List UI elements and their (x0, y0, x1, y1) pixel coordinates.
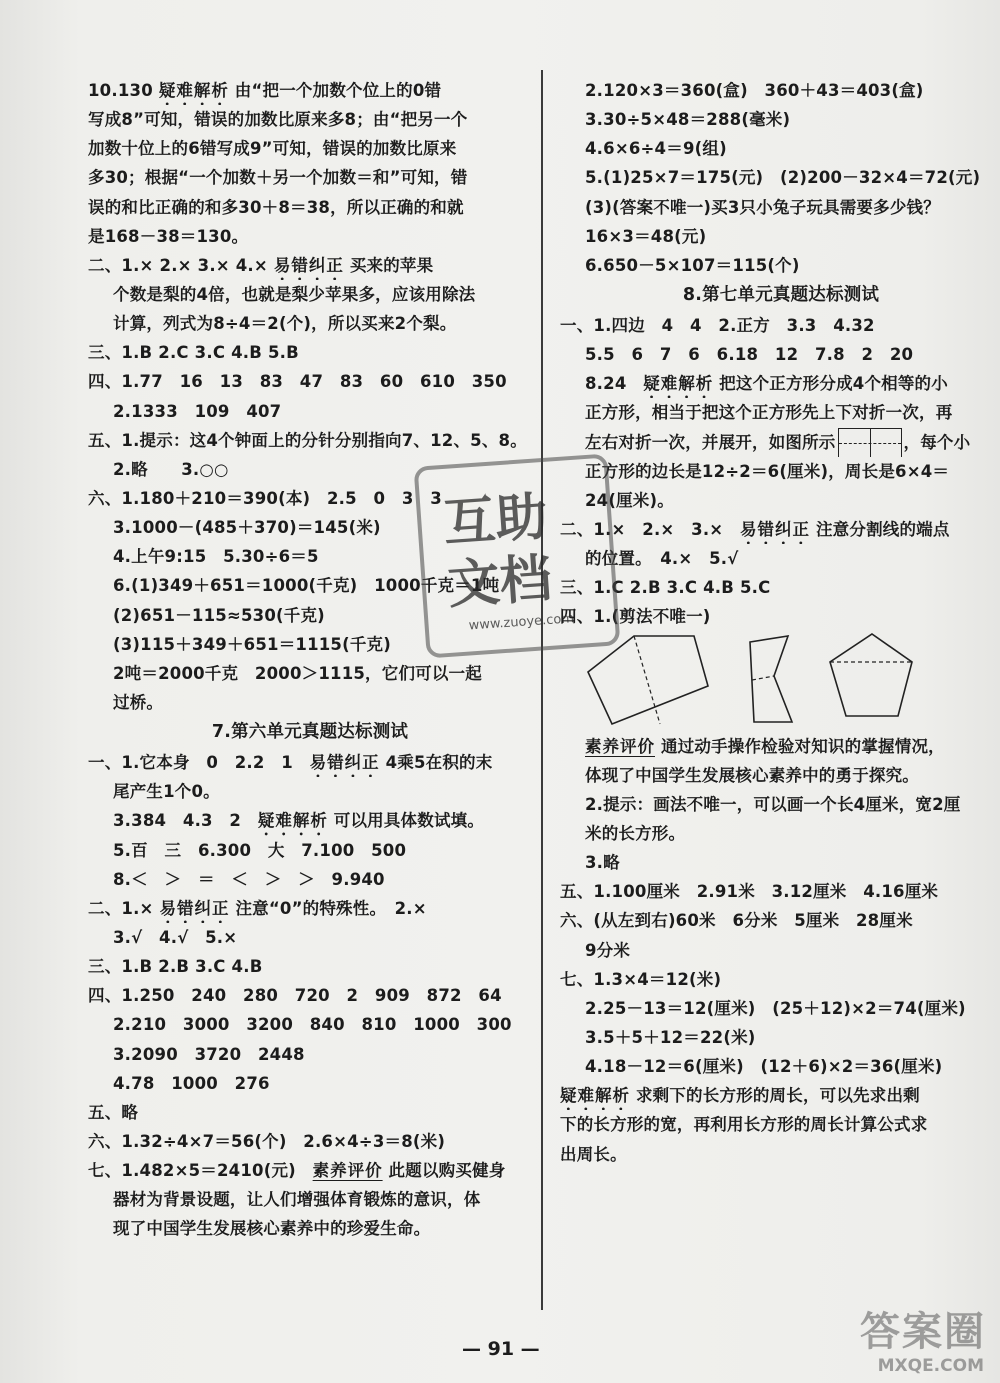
answer-text-rest: 求剩下的长方形的周长，可以先求出剩 (630, 1086, 920, 1106)
answer-line (560, 369, 1000, 398)
answer-line (560, 848, 1000, 877)
answer-text: 4.18－12＝6(厘米) (12＋6)×2＝36(厘米) (585, 1057, 943, 1077)
answer-text: 2吨＝2000千克 2000＞1115，它们可以一起 (113, 663, 482, 683)
answer-line (88, 397, 532, 426)
answer-text: 一、1.它本身 0 2.2 1 (88, 753, 310, 773)
answer-text: 3.略 (585, 853, 620, 873)
answer-text-rest: 注意“0”的特殊性。 2.× (229, 898, 427, 918)
answer-line (88, 76, 532, 105)
answer-text: 五、略 (88, 1102, 139, 1122)
logo-sub: MXQE.COM (877, 1356, 984, 1376)
answer-text: 二、1.× 2.× 3.× (560, 519, 741, 539)
answer-text-rest: 可以用具体数试填。 (327, 811, 485, 831)
answer-line (88, 777, 532, 806)
answer-text-rest: 此题以购买健身 (382, 1161, 506, 1181)
answer-line (88, 1127, 532, 1156)
right-column-top (560, 76, 1000, 632)
keyword-label: 易错纠正 (159, 898, 230, 918)
regular-pentagon-shape (830, 634, 912, 716)
answer-text: (3)115＋349＋651＝1115(千克) (113, 634, 391, 654)
answer-line (88, 836, 532, 865)
answer-text: 10.130 (88, 81, 159, 100)
answer-text: 2.120×3＝360(盒) 360＋43＝403(盒) (585, 81, 924, 100)
answer-line (560, 222, 1000, 251)
answer-line (560, 105, 1000, 134)
cut-shapes-figure (560, 632, 1000, 732)
answer-line (88, 894, 532, 923)
answer-text: 3.√ 4.√ 5.× (113, 927, 238, 947)
keyword-label: 疑难解析 (643, 374, 714, 394)
pentagon-cut-shape (588, 636, 708, 724)
keyword-label: 疑难解析 (257, 811, 328, 831)
answer-text: 的位置。 4.× 5.√ (585, 549, 739, 569)
answer-line (88, 163, 532, 192)
answer-line (560, 163, 1000, 192)
answer-line (560, 790, 1000, 819)
answer-text: 2.略 3.○○ (113, 459, 229, 479)
answer-text-rest: 通过动手操作检验对知识的掌握情况， (655, 736, 945, 756)
keyword-label: 易错纠正 (309, 753, 380, 773)
answer-line (88, 923, 532, 952)
answer-text: 下的长方形的宽，再利用长方形的周长计算公式求 (560, 1115, 928, 1135)
answer-line (88, 367, 532, 396)
folded-square-figure (838, 428, 902, 457)
answer-line (88, 1010, 532, 1039)
section-title: 7.第六单元真题达标测试 (211, 722, 409, 743)
answer-text: 三、1.B 2.C 3.C 4.B 5.B (88, 343, 299, 363)
answer-text: 体现了中国学生发展核心素养中的勇于探究。 (585, 765, 919, 785)
answer-line (88, 1098, 532, 1127)
answer-text: 出周长。 (560, 1144, 627, 1164)
answer-line (560, 1140, 1000, 1169)
answer-text: 3.2090 3720 2448 (113, 1044, 305, 1064)
answer-line (560, 193, 1000, 222)
answer-text: 三、1.B 2.B 3.C 4.B (88, 957, 263, 977)
keyword-label: 疑难解析 (560, 1086, 630, 1106)
logo-main: 答案圈 (860, 1309, 986, 1355)
answer-text: 三、1.C 2.B 3.C 4.B 5.C (560, 578, 771, 598)
answer-text: 8.24 (585, 374, 644, 394)
answer-line (560, 936, 1000, 965)
stamp-line2: 文档 (445, 547, 554, 616)
answer-text: 3.30÷5×48＝288(毫米) (585, 110, 791, 130)
answer-line (560, 76, 1000, 105)
watermark-stamp (414, 453, 621, 658)
answer-line (560, 311, 1000, 340)
notched-shape (750, 636, 792, 722)
answer-line (560, 819, 1000, 848)
answer-text: 二、1.× (88, 898, 160, 918)
answer-line (560, 602, 1000, 631)
answer-text-rest: 买来的苹果 (343, 255, 434, 275)
right-column (560, 76, 1000, 1169)
answer-text: 器材为背景设题，让人们增强体育锻炼的意识，体 (113, 1190, 481, 1210)
keyword-label: 疑难解析 (158, 81, 229, 100)
answer-line (88, 688, 532, 717)
answer-text: (2)651－115≈530(千克) (113, 605, 325, 625)
answer-line (560, 994, 1000, 1023)
answer-text: 5.(1)25×7＝175(元) (2)200－32×4＝72(元) (585, 168, 981, 188)
answer-line (560, 251, 1000, 280)
right-column-bottom (560, 732, 1000, 1169)
answer-line (88, 1185, 532, 1214)
answer-line (560, 906, 1000, 935)
keyword-label: 素养评价 (585, 736, 655, 756)
answer-text: 七、1.3×4＝12(米) (560, 969, 722, 989)
keyword-label: 素养评价 (312, 1161, 383, 1181)
answer-line (560, 965, 1000, 994)
page-number: — 91 — (462, 1338, 540, 1360)
answer-line (560, 1023, 1000, 1052)
answer-text: 8.＜ ＞ ＝ ＜ ＞ ＞ 9.940 (113, 869, 385, 889)
answer-line (560, 732, 1000, 761)
answer-text: 七、1.482×5＝2410(元) (88, 1161, 313, 1181)
answer-text: 六、1.32÷4×7＝56(个) 2.6×4÷3＝8(米) (88, 1131, 446, 1151)
answer-text-rest: 把这个正方形分成4个相等的小 (713, 374, 948, 394)
answer-line (88, 1069, 532, 1098)
answer-text: 计算，列式为8÷4＝2(个)，所以买来2个梨。 (113, 314, 457, 334)
answer-text: 5.百 三 6.300 大 7.100 500 (113, 840, 407, 860)
answer-text: 写成8”可知，错误的加数比原来多8；由“把另一个 (88, 110, 468, 130)
answer-text: 误的和比正确的和多30＋8＝38，所以正确的和就 (88, 197, 464, 217)
keyword-label: 易错纠正 (740, 519, 811, 539)
answer-line (560, 428, 1000, 457)
answer-line (88, 806, 532, 835)
answer-line (560, 1052, 1000, 1081)
site-logo (852, 1300, 992, 1376)
answer-text: 五、1.100厘米 2.91米 3.12厘米 4.16厘米 (560, 882, 939, 902)
answer-text: 24(厘米)。 (585, 490, 674, 510)
answer-line (88, 105, 532, 134)
answer-text-rest: ，每个小 (903, 432, 971, 452)
answer-line (560, 457, 1000, 486)
answer-text: 6.650－5×107＝115(个) (585, 255, 800, 275)
answer-text: 四、1.(剪法不唯一) (560, 607, 711, 627)
section-title: 8.第七单元真题达标测试 (682, 284, 880, 305)
answer-text: 4.上午9:15 5.30÷6＝5 (113, 547, 319, 567)
answer-text: 4.6×6÷4＝9(组) (585, 139, 727, 159)
answer-line (88, 338, 532, 367)
stamp-line1: 互助 (441, 485, 550, 554)
answer-line (88, 748, 532, 777)
answer-text: 多30；根据“一个加数＋另一个加数＝和”可知，错 (88, 168, 468, 188)
answer-text: 3.1000－(485＋370)＝145(米) (113, 518, 381, 538)
answer-text-rest: 注意分割线的端点 (810, 519, 950, 539)
answer-text: 16×3＝48(元) (585, 226, 707, 246)
answer-text: (3)(答案不唯一)买3只小兔子玩具需要多少钱？ (585, 197, 940, 217)
answer-line (560, 573, 1000, 602)
answer-text: 4.78 1000 276 (113, 1073, 270, 1093)
answer-text: 5.5 6 7 6 6.18 12 7.8 2 20 (585, 345, 914, 365)
answer-text-rest: 由“把一个加数个位上的0错 (228, 81, 442, 100)
answer-text: 左右对折一次，并展开，如图所示 (585, 432, 836, 452)
left-column (88, 76, 532, 1243)
answer-line (560, 877, 1000, 906)
answer-line (88, 1214, 532, 1243)
answer-text: 个数是梨的4倍，也就是梨少苹果多，应该用除法 (113, 284, 476, 304)
answer-text: 现了中国学生发展核心素养中的珍爱生命。 (113, 1219, 431, 1239)
answer-line (560, 515, 1000, 544)
answer-text: 正方形的边长是12÷2＝6(厘米)，周长是6×4＝ (585, 461, 950, 481)
answer-text: 加数十位上的6错写成9”可知，错误的加数比原来 (88, 139, 457, 159)
answer-text: 6.(1)349＋651＝1000(千克) 1000千克＝1吨 (113, 576, 500, 596)
answer-text: 五、1.提示：这4个钟面上的分针分别指向7、12、5、8。 (88, 430, 527, 450)
answer-text: 2.提示：画法不唯一，可以画一个长4厘米，宽2厘 (585, 794, 961, 814)
answer-text: 正方形，相当于把这个正方形先上下对折一次，再 (585, 403, 953, 423)
answer-text: 六、(从左到右)60米 6分米 5厘米 28厘米 (560, 911, 913, 931)
column-divider (541, 70, 543, 1310)
answer-text: 2.25－13＝12(厘米) (25＋12)×2＝74(厘米) (585, 998, 966, 1018)
answer-line (560, 134, 1000, 163)
answer-line (560, 486, 1000, 515)
answer-line (88, 426, 532, 455)
answer-text: 米的长方形。 (585, 823, 686, 843)
answer-text: 3.384 4.3 2 (113, 811, 258, 831)
answer-line (88, 134, 532, 163)
answer-line (560, 761, 1000, 790)
answer-line (88, 222, 532, 251)
cut-shapes-svg (560, 632, 1000, 732)
stamp-url: www.zuoye.com (468, 611, 575, 634)
answer-line (560, 544, 1000, 573)
answer-text: 2.1333 109 407 (113, 401, 282, 421)
answer-text-rest: 4乘5在积的末 (379, 753, 493, 773)
answer-line (88, 1156, 532, 1185)
answer-line (560, 1081, 1000, 1110)
answer-line (88, 981, 532, 1010)
answer-text: 四、1.77 16 13 83 47 83 60 610 350 (88, 372, 507, 392)
answer-line (88, 952, 532, 981)
answer-text: 四、1.250 240 280 720 2 909 872 64 (88, 986, 502, 1006)
answer-line (560, 340, 1000, 369)
answer-line (88, 251, 532, 280)
keyword-label: 易错纠正 (273, 255, 344, 275)
answer-line (88, 280, 532, 309)
answer-line (88, 193, 532, 222)
answer-text: 9分米 (585, 940, 631, 960)
answer-line (560, 1110, 1000, 1139)
answer-line (88, 659, 532, 688)
answer-line (560, 398, 1000, 427)
answer-text: 是168－38＝130。 (88, 226, 249, 246)
answer-line (88, 1040, 532, 1069)
answer-text: 3.5＋5＋12＝22(米) (585, 1027, 756, 1047)
answer-text: 一、1.四边 4 4 2.正方 3.3 4.32 (560, 315, 875, 335)
answer-text: 六、1.180＋210＝390(本) 2.5 0 3 3 (88, 488, 442, 508)
answer-text: 尾产生1个0。 (113, 782, 220, 802)
answer-text: 二、1.× 2.× 3.× 4.× (88, 255, 274, 275)
answer-text: 2.210 3000 3200 840 810 1000 300 (113, 1015, 512, 1035)
answer-line (88, 865, 532, 894)
answer-line (88, 309, 532, 338)
answer-text: 过桥。 (113, 692, 164, 712)
